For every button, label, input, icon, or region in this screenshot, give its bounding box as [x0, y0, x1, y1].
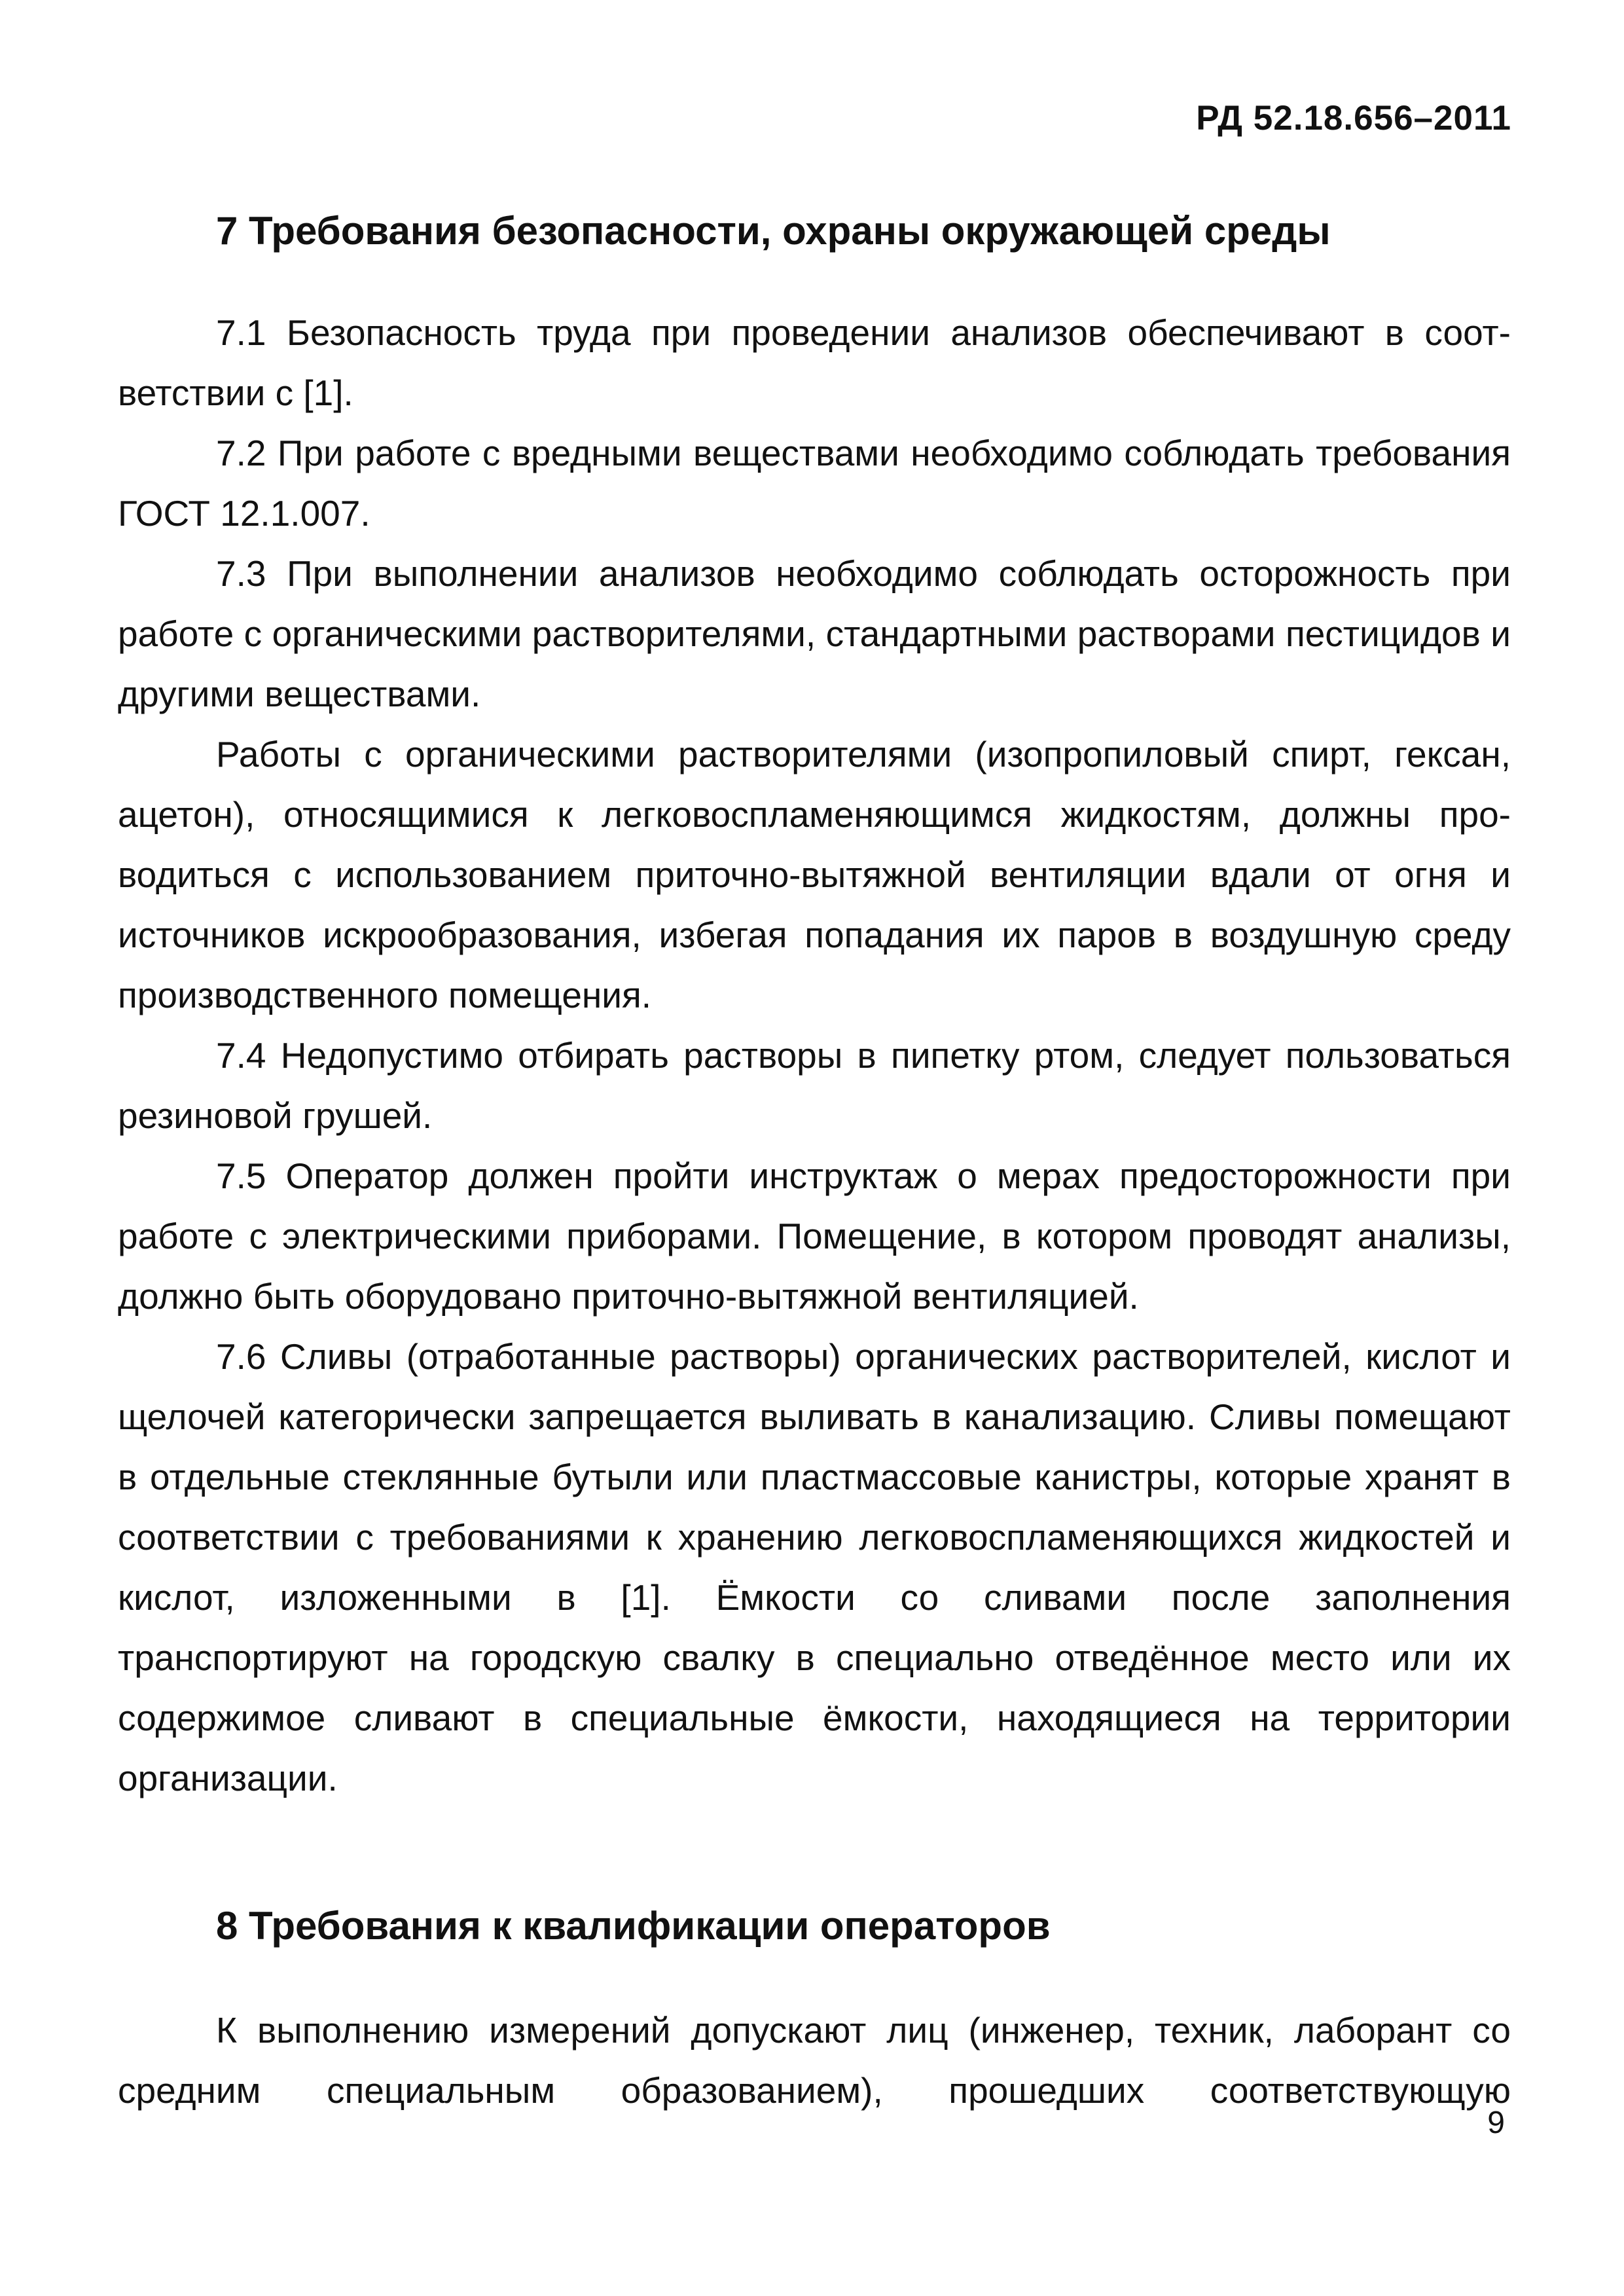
paragraph-7-6: 7.6 Сливы (отработанные растворы) органических растворителей, кислот и щелочей категорически запрещается выливать в канализацию. Сливы помещают в отдельные стеклянные бутыли или пластмассовые канистры, которые хранят в соответствии с требованиями к хранению легковоспламеняющихся жидкостей и кислот, изложенными в [1]. Ёмкости со сливами после заполнения транспортируют на городскую свалку в специально отведённое место или их содержимое сливают в специальные ёмкости, находящиеся на территории организации.	[118, 1336, 1511, 1798]
section-8-body	[118, 2000, 1511, 2121]
paragraph-8-intro: К выполнению измерений допускают лиц (инженер, техник, лаборант со средним специальным образованием), прошедших соответствующую	[118, 2010, 1511, 2111]
paragraph-7-3-works: Работы с органическими растворителями (изопропиловый спирт, гексан, ацетон), относящимися к легковоспламеняющимся жидкостям, должны проводиться с использованием приточно-вытяжной вентиляции вдали от огня и источников искрообразования, избегая попадания их паров в воздушную среду производственного помещения.	[118, 734, 1511, 1015]
paragraph-7-2: 7.2 При работе с вредными веществами необходимо соблюдать требования ГОСТ 12.1.007.	[118, 433, 1511, 534]
section-7-heading: 7 Требования безопасности, охраны окружающей среды	[216, 209, 1331, 253]
paragraph-7-4: 7.4 Недопустимо отбирать растворы в пипетку ртом, следует пользоваться резиновой грушей.	[118, 1035, 1511, 1136]
paragraph-7-1: 7.1 Безопасность труда при проведении анализов обеспечивают в соответствии с [1].	[118, 312, 1511, 413]
section-8-heading: 8 Требования к квалификации операторов	[216, 1904, 1051, 1948]
document-code: РД 52.18.656–2011	[1196, 99, 1511, 137]
paragraph-7-3: 7.3 При выполнении анализов необходимо соблюдать осторожность при работе с органическими растворителями, стандартными растворами пестицидов и другими веществами.	[118, 553, 1511, 714]
page-number: 9	[1487, 2105, 1505, 2140]
section-7-body	[118, 302, 1511, 1808]
paragraph-7-5: 7.5 Оператор должен пройти инструктаж о мерах предосторожности при работе с электрическими приборами. Помещение, в котором проводят анализы, должно быть оборудовано приточно-вытяжной вентиляцией.	[118, 1156, 1511, 1317]
